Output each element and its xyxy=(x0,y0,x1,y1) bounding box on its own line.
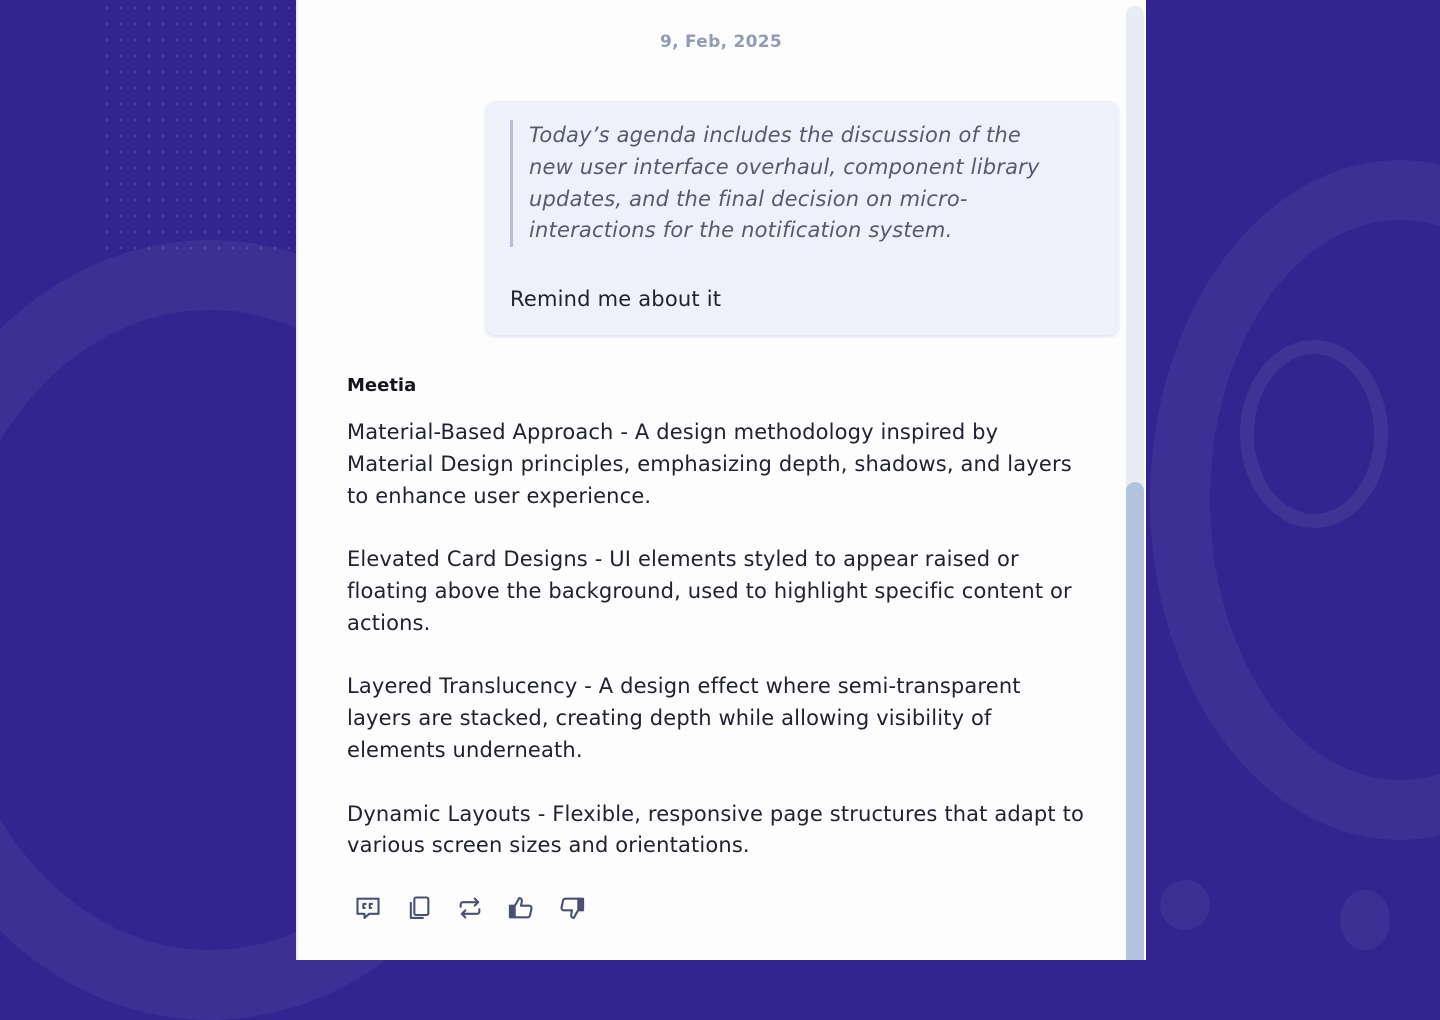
assistant-message xyxy=(347,417,1117,894)
quote-icon xyxy=(354,894,382,922)
background-ring-decoration xyxy=(1150,160,1440,840)
quote-line: new user interface overhaul, component library xyxy=(529,154,1040,179)
answer-line: to enhance user experience. xyxy=(347,483,652,508)
copy-button[interactable] xyxy=(401,890,437,926)
answer-line: Material-Based Approach - A design methodology inspired by xyxy=(347,420,999,444)
quote-button[interactable] xyxy=(350,890,386,926)
quote-line: interactions for the notification system. xyxy=(529,218,953,243)
answer-line: Layered Translucency - A design effect where semi-transparent xyxy=(347,674,1021,699)
thumbs-up-button[interactable] xyxy=(503,890,539,926)
answer-paragraph xyxy=(347,671,1117,766)
quote-line: Today’s agenda includes the discussion of the xyxy=(529,123,1022,147)
answer-paragraph xyxy=(347,544,1117,639)
background-dots-decoration xyxy=(100,0,290,250)
quoted-text xyxy=(510,120,1080,247)
answer-line: Material Design principles, emphasizing depth, shadows, and layers xyxy=(347,451,1072,476)
regenerate-button[interactable] xyxy=(452,890,488,926)
background-ring-decoration xyxy=(1240,340,1388,528)
answer-line: actions. xyxy=(347,610,431,635)
scrollbar-thumb[interactable] xyxy=(1126,482,1144,960)
answer-paragraph xyxy=(347,799,1117,863)
answer-line: Elevated Card Designs - UI elements styled to appear raised or xyxy=(347,547,1019,572)
regenerate-icon xyxy=(456,894,484,922)
answer-paragraph xyxy=(347,417,1117,512)
chat-panel xyxy=(296,0,1146,960)
user-message-text: Remind me about it xyxy=(510,287,722,311)
answer-line: various screen sizes and orientations. xyxy=(347,833,750,858)
quote-line: updates, and the final decision on micro- xyxy=(529,186,968,211)
background-blob-decoration xyxy=(1160,880,1210,930)
date-divider: 9, Feb, 2025 xyxy=(659,32,783,52)
assistant-name: Meetia xyxy=(347,375,417,396)
thumbs-down-button[interactable] xyxy=(554,890,590,926)
thumbs-down-icon xyxy=(558,894,586,922)
message-actions xyxy=(350,890,605,926)
answer-line: layers are stacked, creating depth while allowing visibility of xyxy=(347,706,992,731)
answer-line: elements underneath. xyxy=(347,737,583,762)
thumbs-up-icon xyxy=(507,894,535,922)
copy-icon xyxy=(405,894,433,922)
answer-line: floating above the background, used to highlight specific content or xyxy=(347,578,1072,603)
answer-line: Dynamic Layouts - Flexible, responsive page structures that adapt to xyxy=(347,801,1084,826)
user-message-bubble xyxy=(485,101,1119,335)
background-blob-decoration xyxy=(1340,890,1390,950)
